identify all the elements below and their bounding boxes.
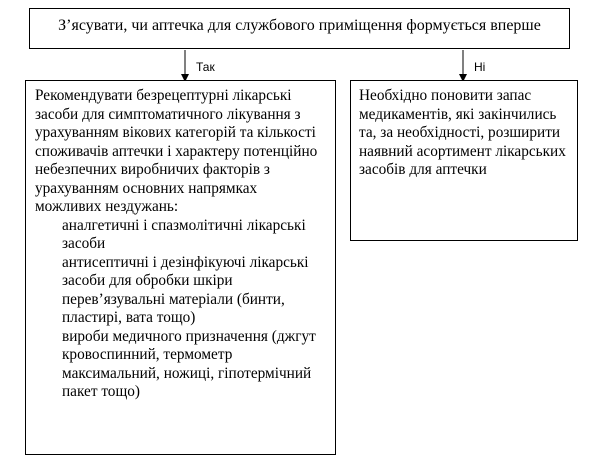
branch-label-yes: Так xyxy=(196,60,215,74)
yes-branch-box xyxy=(25,80,336,455)
branch-label-no: Ні xyxy=(474,60,486,74)
question-text: З’ясувати, чи аптечка для службового приміщення формується вперше xyxy=(58,17,541,34)
yes-branch-intro: Рекомендувати безрецептурні лікарські засоби для симптоматичного лікування з урахуванням вікових категорій та кількості споживачів аптечки і характеру потенційно небезпечних виробничих факторів з урахуванням основних напрямках можливих нездужань: xyxy=(35,87,318,215)
no-branch-text: Необхідно поновити запас медикаментів, які закінчились та, за необхідності, розширити наявний асортимент лікарських засобів для аптечки xyxy=(359,87,566,178)
list-item: аналгетичні і спазмолітичні лікарські засоби xyxy=(62,216,306,252)
list-item: вироби медичного призначення (джгут кровоспинний, термометр максимальний, ножиці, гіпотермічний пакет тощо) xyxy=(62,327,316,400)
no-branch-box xyxy=(350,80,578,241)
list-item: перев’язувальні матеріали (бинти, пластирі, вата тощо) xyxy=(62,290,285,326)
medication-list xyxy=(35,217,327,402)
list-item: антисептичні і дезінфікуючі лікарські засоби для обробки шкіри xyxy=(62,253,309,289)
